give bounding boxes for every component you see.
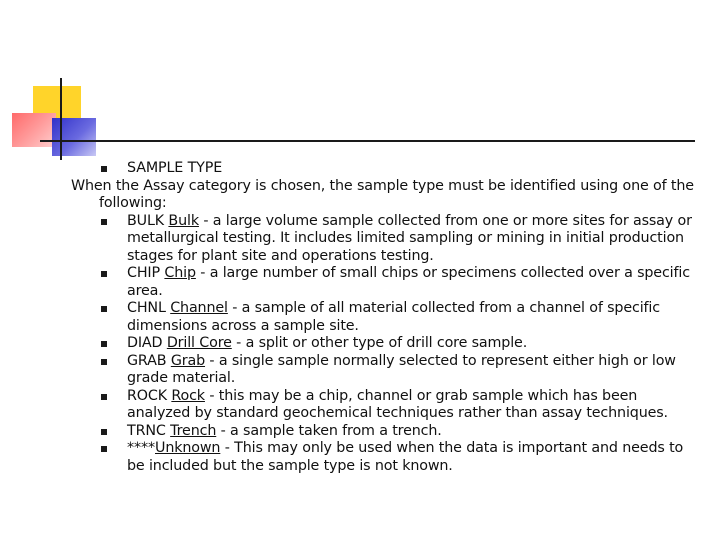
item-link[interactable]: Rock	[171, 387, 205, 404]
list-item	[99, 423, 699, 441]
list-item	[99, 335, 699, 353]
item-desc: - this may be a chip, channel or grab sample which has been analyzed by standard geochemical techniques rather than assay techniques.	[127, 387, 668, 421]
item-desc: - a large volume sample collected from one or more sites for assay or metallurgical testing. It includes limited sampling or mining in initial production stages for plant site and operations testing.	[127, 212, 692, 264]
bullet-icon	[101, 166, 107, 172]
item-desc: - a split or other type of drill core sample.	[231, 335, 528, 351]
item-desc: - This may only be used when the data is important and needs to be included but the sample type is not known.	[127, 440, 684, 474]
item-code: TRNC	[127, 422, 166, 439]
list-item	[99, 213, 699, 266]
list-item	[99, 265, 699, 300]
item-code: BULK	[127, 212, 165, 229]
item-link[interactable]: Drill Core	[166, 335, 232, 351]
list-item	[99, 353, 699, 388]
list-item	[99, 388, 699, 423]
slide-body	[71, 160, 699, 475]
item-desc: - a sample taken from a trench.	[216, 422, 442, 439]
item-link[interactable]: Trench	[170, 422, 217, 439]
bullet-icon	[101, 271, 107, 277]
item-code: DIAD	[127, 335, 163, 351]
item-link[interactable]: Bulk	[168, 212, 199, 229]
intro-paragraph	[71, 178, 699, 213]
bullet-icon	[101, 359, 107, 365]
heading-text: SAMPLE TYPE	[127, 160, 223, 176]
item-desc: - a large number of small chips or specimens collected over a specific area.	[127, 265, 690, 299]
item-code: ****	[127, 440, 155, 456]
decor-vertical-rule	[60, 78, 62, 160]
item-desc: - a single sample normally selected to represent either high or low grade material.	[127, 352, 676, 386]
item-code: CHIP	[127, 265, 160, 281]
bullet-icon	[101, 394, 107, 400]
list-item	[99, 440, 699, 475]
intro-text: When the Assay category is chosen, the sample type must be identified using one of the following:	[71, 177, 694, 211]
bullet-icon	[101, 429, 107, 435]
item-link[interactable]: Channel	[170, 300, 228, 316]
item-link[interactable]: Unknown	[155, 440, 221, 456]
title-divider	[40, 140, 695, 142]
bullet-icon	[101, 306, 107, 312]
item-code: CHNL	[127, 300, 166, 316]
bullet-icon	[101, 446, 107, 452]
item-desc: - a sample of all material collected from a channel of specific dimensions across a sample site.	[127, 300, 660, 334]
heading-item	[99, 160, 699, 178]
item-link[interactable]: Grab	[170, 352, 206, 369]
item-link[interactable]: Chip	[164, 265, 196, 281]
bullet-icon	[101, 219, 107, 225]
item-code: GRAB	[127, 352, 167, 369]
decor-blue-square	[52, 118, 96, 156]
list-item	[99, 300, 699, 335]
bullet-icon	[101, 341, 107, 347]
item-code: ROCK	[127, 387, 167, 404]
